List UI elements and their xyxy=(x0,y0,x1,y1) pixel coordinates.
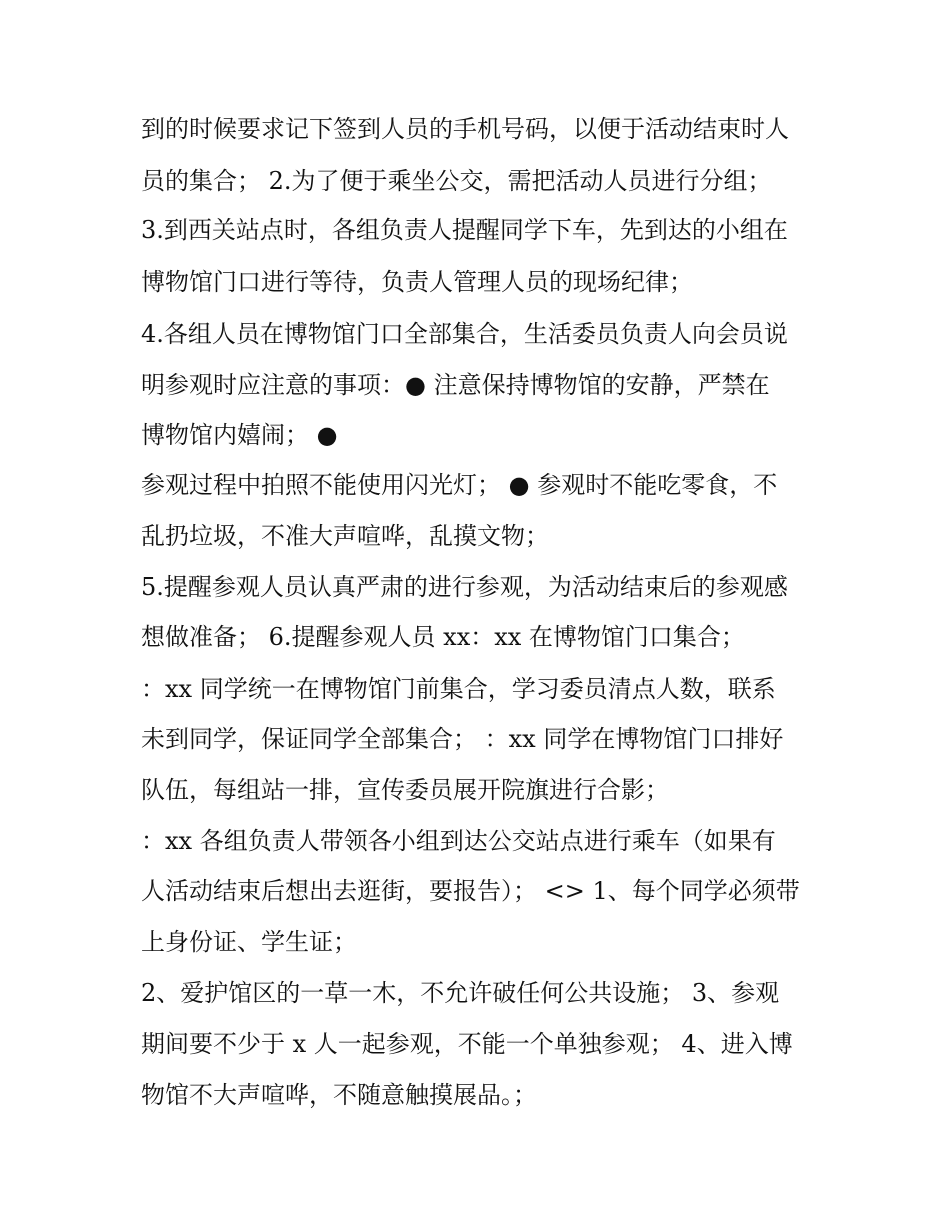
text-line: 期间要不少于 x 人一起参观，不能一个单独参观； 4、进入博 xyxy=(141,1030,793,1058)
text-line: 博物馆门口进行等待，负责人管理人员的现场纪律； xyxy=(141,268,693,296)
text-line: 3.到西关站点时，各组负责人提醒同学下车，先到达的小组在 xyxy=(141,216,788,244)
text-line: 想做准备； 6.提醒参观人员 xx：xx 在博物馆门口集合； xyxy=(141,623,745,651)
text-line: 5.提醒参观人员认真严肃的进行参观，为活动结束后的参观感 xyxy=(141,573,788,601)
text-line: 2、爱护馆区的一草一木，不允许破任何公共设施； 3、参观 xyxy=(141,979,780,1007)
text-line: 明参观时应注意的事项：● 注意保持博物馆的安静，严禁在 xyxy=(141,371,770,399)
text-line: ：xx 同学统一在博物馆门前集合，学习委员清点人数，联系 xyxy=(141,675,776,703)
text-line: 参观过程中拍照不能使用闪光灯； ● 参观时不能吃零食，不 xyxy=(141,471,778,499)
text-line: 物馆不大声喧哗，不随意触摸展品。； xyxy=(141,1081,537,1109)
text-line: 上身份证、学生证； xyxy=(141,928,357,956)
text-line: 员的集合； 2.为了便于乘坐公交，需把活动人员进行分组； xyxy=(141,167,772,195)
text-line: 4.各组人员在博物馆门口全部集合，生活委员负责人向会员说 xyxy=(141,320,788,348)
text-line: 人活动结束后想出去逛街，要报告）； <> 1、每个同学必须带 xyxy=(141,877,800,905)
text-line: 队伍，每组站一排，宣传委员展开院旗进行合影； xyxy=(141,776,669,804)
text-line: 乱扔垃圾，不准大声喧哗，乱摸文物； xyxy=(141,522,549,550)
text-line: 博物馆内嬉闹； ● xyxy=(141,421,338,449)
text-line: ：xx 各组负责人带领各小组到达公交站点进行乘车（如果有 xyxy=(141,827,776,855)
text-line: 未到同学，保证同学全部集合； ：xx 同学在博物馆门口排好 xyxy=(141,725,784,753)
text-line: 到的时候要求记下签到人员的手机号码，以便于活动结束时人 xyxy=(141,115,789,143)
